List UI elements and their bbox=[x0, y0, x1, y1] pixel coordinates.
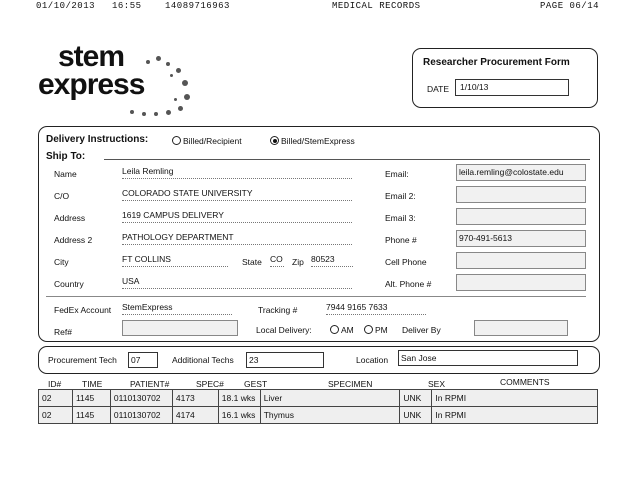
zip-label: Zip bbox=[292, 257, 304, 267]
cell-id: 02 bbox=[39, 407, 73, 424]
radio-icon bbox=[330, 325, 339, 334]
col-header-specimen: SPECIMEN bbox=[328, 379, 373, 389]
email3-field[interactable] bbox=[456, 208, 586, 225]
cell-patient: 0110130702 bbox=[110, 407, 172, 424]
col-header-gest: GEST bbox=[244, 379, 268, 389]
specimen-table bbox=[38, 389, 598, 424]
address-field[interactable]: 1619 CAMPUS DELIVERY bbox=[122, 210, 352, 223]
fedex-account-label: FedEx Account bbox=[54, 305, 112, 315]
cell-spec: 4173 bbox=[172, 390, 218, 407]
cell-specimen: Thymus bbox=[260, 407, 400, 424]
date-label: DATE bbox=[427, 84, 450, 94]
phone-label: Phone # bbox=[385, 235, 417, 245]
option-am[interactable]: AM bbox=[330, 325, 354, 335]
radio-selected-icon bbox=[270, 136, 279, 145]
cell-id: 02 bbox=[39, 390, 73, 407]
deliver-by-label: Deliver By bbox=[402, 325, 441, 335]
country-label: Country bbox=[54, 279, 84, 289]
fax-page: PAGE 06/14 bbox=[540, 1, 600, 11]
procurement-tech-field[interactable]: 07 bbox=[128, 352, 158, 368]
phone-field[interactable]: 970-491-5613 bbox=[456, 230, 586, 247]
name-label: Name bbox=[54, 169, 77, 179]
cell-specimen: Liver bbox=[260, 390, 400, 407]
fax-number: 14089716963 bbox=[165, 1, 230, 11]
alt-phone-label: Alt. Phone # bbox=[385, 279, 432, 289]
col-header-patient: PATIENT# bbox=[130, 379, 170, 389]
delivery-heading: Delivery Instructions: bbox=[46, 134, 149, 145]
option-billed-stemexpress[interactable]: Billed/StemExpress bbox=[270, 136, 355, 146]
address2-label: Address 2 bbox=[54, 235, 93, 245]
radio-icon bbox=[364, 325, 373, 334]
ship-to-heading: Ship To: bbox=[46, 151, 86, 162]
location-label: Location bbox=[356, 355, 389, 365]
location-field[interactable]: San Jose bbox=[398, 350, 578, 366]
address2-field[interactable]: PATHOLOGY DEPARTMENT bbox=[122, 232, 352, 245]
cell-sex: UNK bbox=[400, 390, 432, 407]
divider bbox=[46, 296, 586, 297]
email2-label: Email 2: bbox=[385, 191, 416, 201]
stemexpress-logo bbox=[38, 40, 198, 120]
date-field[interactable]: 1/10/13 bbox=[455, 79, 569, 96]
cell-time: 1145 bbox=[72, 390, 110, 407]
country-field[interactable]: USA bbox=[122, 276, 352, 289]
email-label: Email: bbox=[385, 169, 409, 179]
state-label: State bbox=[242, 257, 262, 267]
fax-date: 01/10/2013 bbox=[36, 1, 96, 11]
ref-label: Ref# bbox=[54, 327, 72, 337]
table-row bbox=[39, 390, 598, 407]
logo-line1: stem bbox=[58, 40, 125, 73]
cell-time: 1145 bbox=[72, 407, 110, 424]
logo-line2: express bbox=[38, 68, 145, 101]
email3-label: Email 3: bbox=[385, 213, 416, 223]
option-billed-recipient[interactable]: Billed/Recipient bbox=[172, 136, 242, 146]
ref-field[interactable] bbox=[122, 320, 238, 336]
form-title-box bbox=[412, 48, 598, 108]
divider bbox=[104, 159, 590, 160]
fax-title: MEDICAL RECORDS bbox=[332, 1, 421, 11]
cell-spec: 4174 bbox=[172, 407, 218, 424]
name-field[interactable]: Leila Remling bbox=[122, 166, 352, 179]
radio-icon bbox=[172, 136, 181, 145]
state-field[interactable]: CO bbox=[270, 254, 284, 267]
col-header-sex: SEX bbox=[428, 379, 446, 389]
cell-patient: 0110130702 bbox=[110, 390, 172, 407]
cell-field[interactable] bbox=[456, 252, 586, 269]
cell-gest: 16.1 wks bbox=[218, 407, 260, 424]
col-header-time: TIME bbox=[82, 379, 103, 389]
tracking-label: Tracking # bbox=[258, 305, 298, 315]
option-pm[interactable]: PM bbox=[364, 325, 388, 335]
city-field[interactable]: FT COLLINS bbox=[122, 254, 228, 267]
additional-techs-field[interactable]: 23 bbox=[246, 352, 324, 368]
address-label: Address bbox=[54, 213, 86, 223]
email-field[interactable]: leila.remling@colostate.edu bbox=[456, 164, 586, 181]
tracking-field[interactable]: 7944 9165 7633 bbox=[326, 302, 426, 315]
cell-sex: UNK bbox=[400, 407, 432, 424]
additional-techs-label: Additional Techs bbox=[172, 355, 234, 365]
col-header-id: ID# bbox=[48, 379, 62, 389]
deliver-by-field[interactable] bbox=[474, 320, 568, 336]
cell-gest: 18.1 wks bbox=[218, 390, 260, 407]
city-label: City bbox=[54, 257, 69, 267]
co-label: C/O bbox=[54, 191, 70, 201]
local-delivery-label: Local Delivery: bbox=[256, 325, 312, 335]
co-field[interactable]: COLORADO STATE UNIVERSITY bbox=[122, 188, 352, 201]
col-header-comments: COMMENTS bbox=[500, 377, 550, 387]
zip-field[interactable]: 80523 bbox=[311, 254, 353, 267]
alt-phone-field[interactable] bbox=[456, 274, 586, 291]
col-header-spec: SPEC# bbox=[196, 379, 224, 389]
fedex-account-field[interactable]: StemExpress bbox=[122, 302, 232, 315]
procurement-tech-label: Procurement Tech bbox=[48, 355, 117, 365]
form-title: Researcher Procurement Form bbox=[423, 57, 570, 68]
cell-comments: In RPMI bbox=[432, 390, 598, 407]
email2-field[interactable] bbox=[456, 186, 586, 203]
cell-comments: In RPMI bbox=[432, 407, 598, 424]
fax-time: 16:55 bbox=[112, 1, 142, 11]
cell-label: Cell Phone bbox=[385, 257, 427, 267]
table-row bbox=[39, 407, 598, 424]
